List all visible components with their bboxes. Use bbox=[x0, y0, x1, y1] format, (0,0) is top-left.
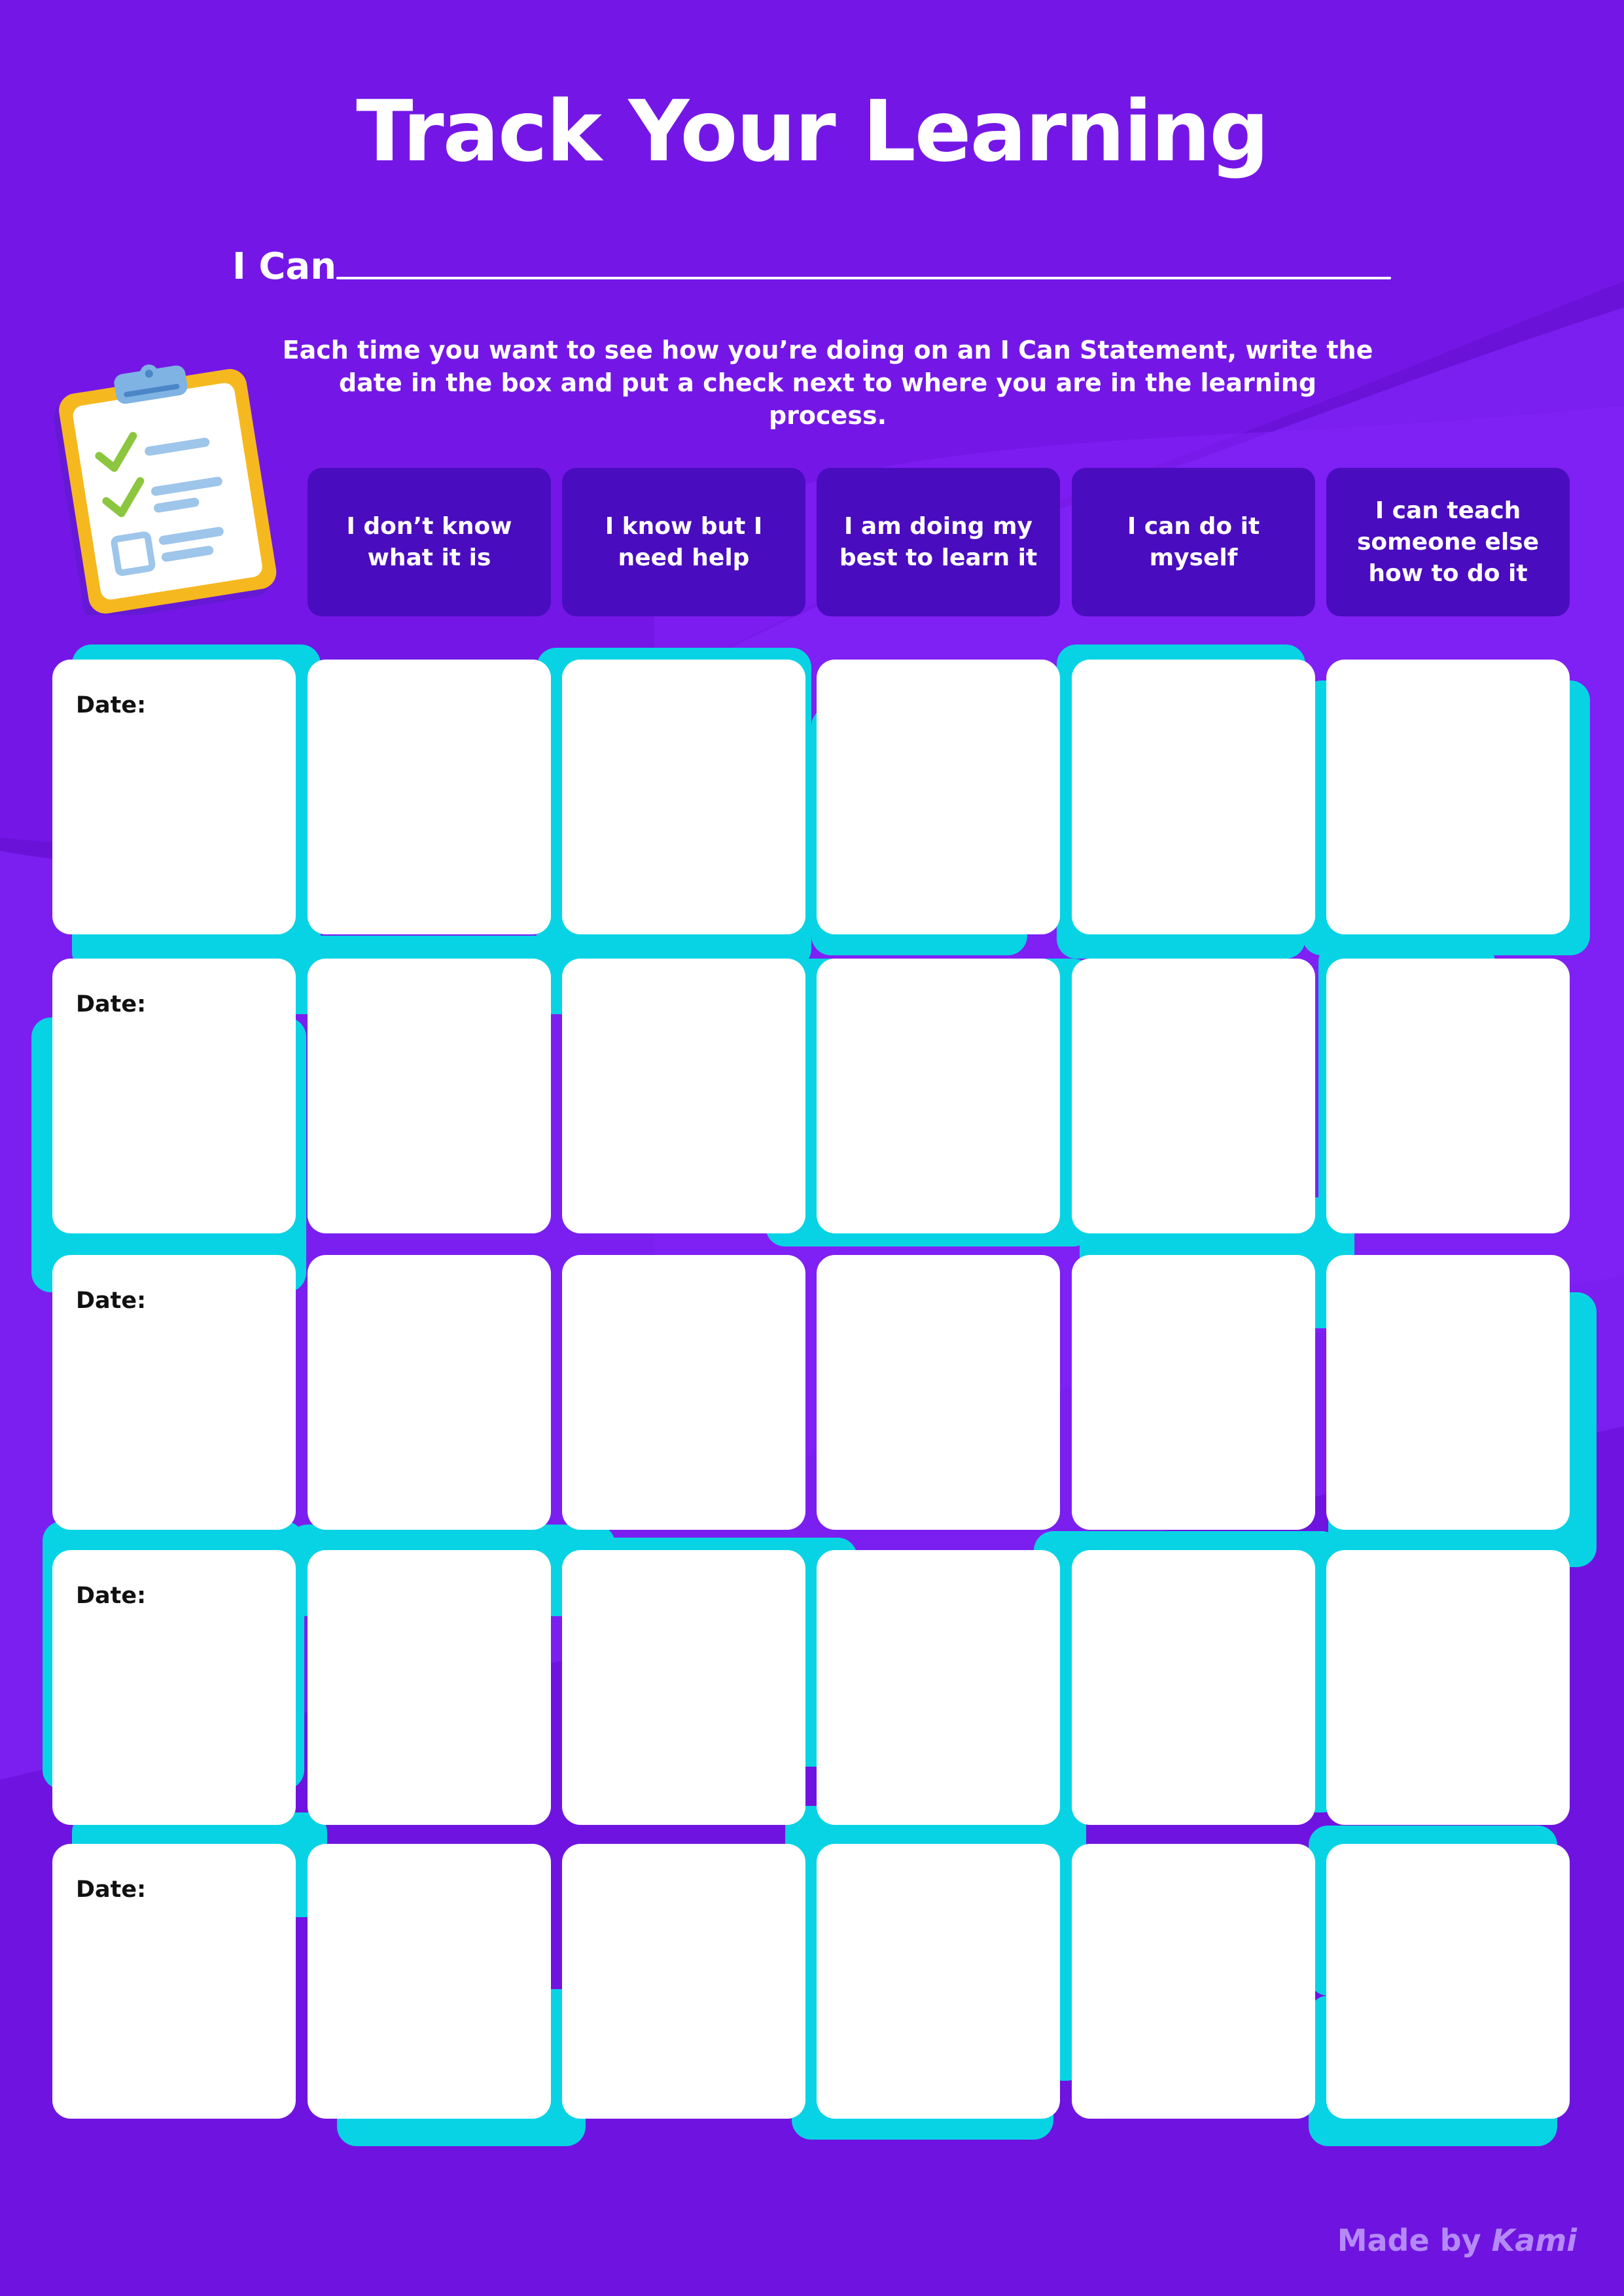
check-cell[interactable] bbox=[1072, 1255, 1315, 1530]
page-title: Track Your Learning bbox=[356, 83, 1268, 181]
instructions-text: Each time you want to see how you’re doing on an I Can Statement, write the date in the box and put a check next to where you are in the learning process. bbox=[282, 336, 1373, 430]
date-label: Date: bbox=[76, 991, 147, 1017]
check-cell[interactable] bbox=[308, 660, 551, 934]
date-cell[interactable] bbox=[52, 1844, 296, 2119]
check-cell[interactable] bbox=[1072, 1844, 1315, 2119]
check-cell[interactable] bbox=[562, 660, 805, 934]
date-cell[interactable] bbox=[52, 1255, 296, 1530]
date-cell[interactable] bbox=[52, 959, 296, 1233]
check-cell[interactable] bbox=[562, 959, 805, 1233]
date-label: Date: bbox=[76, 692, 147, 718]
column-header bbox=[562, 468, 805, 616]
check-cell[interactable] bbox=[308, 1255, 551, 1530]
column-header-label: I can do it myself bbox=[1127, 512, 1260, 571]
check-cell[interactable] bbox=[1326, 660, 1570, 934]
i-can-label: I Can bbox=[232, 245, 337, 288]
check-cell[interactable] bbox=[817, 1550, 1060, 1825]
check-cell[interactable] bbox=[817, 959, 1060, 1233]
date-label: Date: bbox=[76, 1877, 147, 1903]
made-by-kami-logo bbox=[1337, 2221, 1577, 2260]
check-cell[interactable] bbox=[1072, 959, 1315, 1233]
check-cell[interactable] bbox=[308, 1844, 551, 2119]
check-cell[interactable] bbox=[1072, 660, 1315, 934]
column-header bbox=[1326, 468, 1570, 616]
column-header-label: I know but I need help bbox=[605, 512, 763, 571]
date-cell[interactable] bbox=[52, 660, 296, 934]
check-cell[interactable] bbox=[1326, 1550, 1570, 1825]
check-cell[interactable] bbox=[308, 959, 551, 1233]
check-cell[interactable] bbox=[1072, 1550, 1315, 1825]
check-cell[interactable] bbox=[1326, 1844, 1570, 2119]
date-cell[interactable] bbox=[52, 1550, 296, 1825]
check-cell[interactable] bbox=[562, 1550, 805, 1825]
date-label: Date: bbox=[76, 1288, 147, 1314]
footer-brand: Kami bbox=[1491, 2223, 1577, 2258]
column-header bbox=[308, 468, 551, 616]
column-header-label: I am doing my best to learn it bbox=[839, 512, 1038, 571]
column-header-label: I don’t know what it is bbox=[346, 512, 512, 571]
column-header bbox=[817, 468, 1060, 616]
footer-prefix: Made by bbox=[1337, 2223, 1481, 2258]
check-cell[interactable] bbox=[817, 1844, 1060, 2119]
check-cell[interactable] bbox=[1326, 1255, 1570, 1530]
check-cell[interactable] bbox=[1326, 959, 1570, 1233]
check-cell[interactable] bbox=[817, 660, 1060, 934]
check-cell[interactable] bbox=[817, 1255, 1060, 1530]
column-header-label: I can teach someone else how to do it bbox=[1357, 497, 1539, 587]
column-header bbox=[1072, 468, 1315, 616]
i-can-write-line[interactable] bbox=[336, 277, 1391, 279]
check-cell[interactable] bbox=[562, 1255, 805, 1530]
check-cell[interactable] bbox=[308, 1550, 551, 1825]
clipboard-checklist-icon bbox=[52, 340, 288, 615]
check-cell[interactable] bbox=[562, 1844, 805, 2119]
date-label: Date: bbox=[76, 1583, 147, 1609]
